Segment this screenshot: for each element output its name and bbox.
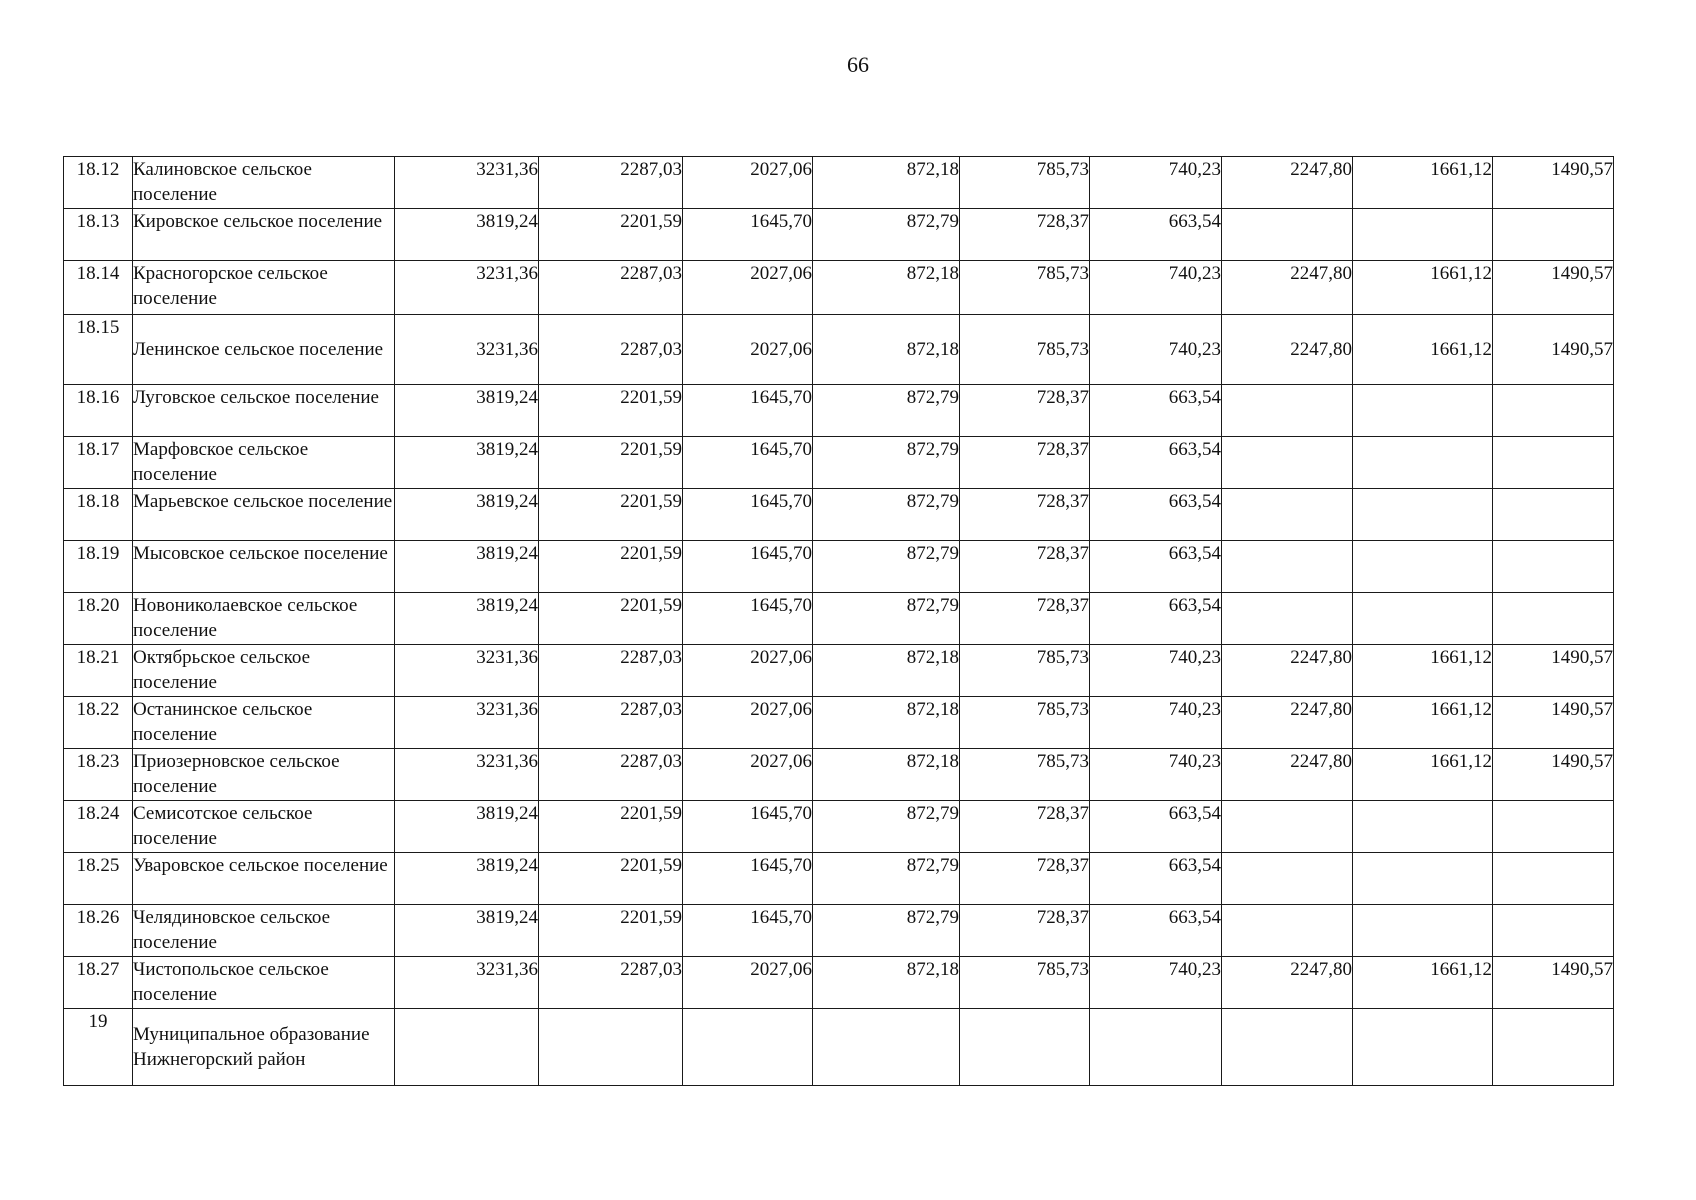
value-cell: 1661,12 bbox=[1353, 957, 1493, 1009]
settlement-name: Октябрьское сельское поселение bbox=[133, 645, 395, 697]
value-cell bbox=[1222, 853, 1353, 905]
value-cell bbox=[1353, 853, 1493, 905]
table-row bbox=[64, 593, 1614, 645]
value-cell: 663,54 bbox=[1090, 905, 1222, 957]
value-cell: 740,23 bbox=[1090, 645, 1222, 697]
value-cell: 2027,06 bbox=[683, 697, 813, 749]
value-cell: 1645,70 bbox=[683, 853, 813, 905]
value-cell bbox=[1353, 1009, 1493, 1086]
settlement-name: Мысовское сельское поселение bbox=[133, 541, 395, 593]
value-cell bbox=[1222, 489, 1353, 541]
value-cell bbox=[1222, 905, 1353, 957]
page-number: 66 bbox=[847, 52, 869, 77]
value-cell: 1645,70 bbox=[683, 489, 813, 541]
value-cell: 740,23 bbox=[1090, 697, 1222, 749]
value-cell bbox=[395, 1009, 539, 1086]
value-cell bbox=[1353, 437, 1493, 489]
value-cell: 1645,70 bbox=[683, 905, 813, 957]
value-cell: 1645,70 bbox=[683, 593, 813, 645]
value-cell: 785,73 bbox=[960, 315, 1090, 385]
value-cell: 663,54 bbox=[1090, 437, 1222, 489]
settlement-name: Кировское сельское поселение bbox=[133, 209, 395, 261]
value-cell: 2201,59 bbox=[539, 437, 683, 489]
table-row bbox=[64, 209, 1614, 261]
tariff-table bbox=[63, 156, 1614, 1086]
value-cell: 872,18 bbox=[813, 749, 960, 801]
value-cell: 2201,59 bbox=[539, 385, 683, 437]
value-cell: 872,79 bbox=[813, 801, 960, 853]
value-cell: 3819,24 bbox=[395, 385, 539, 437]
value-cell: 740,23 bbox=[1090, 315, 1222, 385]
table-row bbox=[64, 645, 1614, 697]
value-cell: 785,73 bbox=[960, 645, 1090, 697]
table-row bbox=[64, 489, 1614, 541]
value-cell: 1661,12 bbox=[1353, 645, 1493, 697]
value-cell: 872,79 bbox=[813, 853, 960, 905]
row-number: 18.27 bbox=[64, 957, 133, 1009]
value-cell: 2201,59 bbox=[539, 489, 683, 541]
settlement-name: Семисотское сельское поселение bbox=[133, 801, 395, 853]
value-cell: 728,37 bbox=[960, 593, 1090, 645]
value-cell: 1490,57 bbox=[1493, 957, 1614, 1009]
value-cell: 872,18 bbox=[813, 957, 960, 1009]
row-number: 18.24 bbox=[64, 801, 133, 853]
value-cell bbox=[1222, 437, 1353, 489]
value-cell bbox=[1493, 593, 1614, 645]
row-number: 18.26 bbox=[64, 905, 133, 957]
value-cell bbox=[1222, 541, 1353, 593]
value-cell: 3819,24 bbox=[395, 209, 539, 261]
row-number: 18.12 bbox=[64, 157, 133, 209]
settlement-name: Уваровское сельское поселение bbox=[133, 853, 395, 905]
value-cell: 1490,57 bbox=[1493, 157, 1614, 209]
value-cell: 3231,36 bbox=[395, 749, 539, 801]
settlement-name: Калиновское сельское поселение bbox=[133, 157, 395, 209]
value-cell: 740,23 bbox=[1090, 749, 1222, 801]
value-cell bbox=[1493, 541, 1614, 593]
value-cell: 1490,57 bbox=[1493, 645, 1614, 697]
row-number: 18.25 bbox=[64, 853, 133, 905]
settlement-name: Новониколаевское сельское поселение bbox=[133, 593, 395, 645]
value-cell: 2201,59 bbox=[539, 593, 683, 645]
value-cell: 1661,12 bbox=[1353, 261, 1493, 315]
value-cell bbox=[1493, 801, 1614, 853]
value-cell: 872,79 bbox=[813, 489, 960, 541]
table-row bbox=[64, 801, 1614, 853]
row-number: 18.15 bbox=[64, 315, 133, 385]
value-cell: 1645,70 bbox=[683, 801, 813, 853]
value-cell: 2287,03 bbox=[539, 697, 683, 749]
value-cell: 2247,80 bbox=[1222, 261, 1353, 315]
value-cell: 663,54 bbox=[1090, 209, 1222, 261]
value-cell: 3819,24 bbox=[395, 541, 539, 593]
value-cell bbox=[1090, 1009, 1222, 1086]
value-cell: 728,37 bbox=[960, 385, 1090, 437]
settlement-name: Муниципальное образование Нижнегорский район bbox=[133, 1009, 395, 1086]
value-cell: 3231,36 bbox=[395, 697, 539, 749]
row-number: 18.21 bbox=[64, 645, 133, 697]
value-cell: 1490,57 bbox=[1493, 749, 1614, 801]
row-number: 18.17 bbox=[64, 437, 133, 489]
value-cell: 663,54 bbox=[1090, 853, 1222, 905]
value-cell: 728,37 bbox=[960, 437, 1090, 489]
value-cell: 2201,59 bbox=[539, 801, 683, 853]
value-cell: 1661,12 bbox=[1353, 157, 1493, 209]
value-cell: 3231,36 bbox=[395, 957, 539, 1009]
table-row bbox=[64, 749, 1614, 801]
settlement-name: Челядиновское сельское поселение bbox=[133, 905, 395, 957]
value-cell: 2027,06 bbox=[683, 315, 813, 385]
value-cell: 3819,24 bbox=[395, 853, 539, 905]
value-cell bbox=[1222, 593, 1353, 645]
value-cell: 872,18 bbox=[813, 261, 960, 315]
value-cell: 1645,70 bbox=[683, 437, 813, 489]
value-cell: 2247,80 bbox=[1222, 157, 1353, 209]
row-number: 18.19 bbox=[64, 541, 133, 593]
settlement-name: Останинское сельское поселение bbox=[133, 697, 395, 749]
value-cell: 2247,80 bbox=[1222, 749, 1353, 801]
value-cell: 2287,03 bbox=[539, 645, 683, 697]
value-cell bbox=[1353, 905, 1493, 957]
value-cell bbox=[1493, 385, 1614, 437]
value-cell bbox=[1353, 801, 1493, 853]
value-cell: 1661,12 bbox=[1353, 697, 1493, 749]
settlement-name: Приозерновское сельское поселение bbox=[133, 749, 395, 801]
value-cell bbox=[683, 1009, 813, 1086]
value-cell: 663,54 bbox=[1090, 489, 1222, 541]
value-cell: 728,37 bbox=[960, 801, 1090, 853]
value-cell bbox=[539, 1009, 683, 1086]
value-cell: 3819,24 bbox=[395, 905, 539, 957]
value-cell: 872,18 bbox=[813, 645, 960, 697]
value-cell: 785,73 bbox=[960, 261, 1090, 315]
value-cell: 785,73 bbox=[960, 157, 1090, 209]
value-cell: 2201,59 bbox=[539, 905, 683, 957]
value-cell bbox=[1493, 853, 1614, 905]
row-number: 18.13 bbox=[64, 209, 133, 261]
value-cell bbox=[1222, 1009, 1353, 1086]
value-cell: 872,79 bbox=[813, 905, 960, 957]
value-cell bbox=[1493, 489, 1614, 541]
value-cell: 663,54 bbox=[1090, 385, 1222, 437]
table-row bbox=[64, 437, 1614, 489]
row-number: 19 bbox=[64, 1009, 133, 1086]
value-cell: 2247,80 bbox=[1222, 697, 1353, 749]
row-number: 18.16 bbox=[64, 385, 133, 437]
value-cell bbox=[1222, 385, 1353, 437]
value-cell: 3819,24 bbox=[395, 801, 539, 853]
value-cell: 1661,12 bbox=[1353, 315, 1493, 385]
settlement-name: Марьевское сельское поселение bbox=[133, 489, 395, 541]
value-cell bbox=[813, 1009, 960, 1086]
value-cell: 2027,06 bbox=[683, 957, 813, 1009]
value-cell: 872,79 bbox=[813, 385, 960, 437]
row-number: 18.20 bbox=[64, 593, 133, 645]
value-cell: 3231,36 bbox=[395, 645, 539, 697]
value-cell: 2287,03 bbox=[539, 315, 683, 385]
value-cell: 728,37 bbox=[960, 853, 1090, 905]
table-row bbox=[64, 315, 1614, 385]
value-cell: 2201,59 bbox=[539, 853, 683, 905]
settlement-name: Красногорское сельское поселение bbox=[133, 261, 395, 315]
value-cell: 785,73 bbox=[960, 697, 1090, 749]
value-cell: 872,18 bbox=[813, 315, 960, 385]
table-row bbox=[64, 905, 1614, 957]
settlement-name: Ленинское сельское поселение bbox=[133, 315, 395, 385]
value-cell: 872,18 bbox=[813, 697, 960, 749]
value-cell: 872,79 bbox=[813, 437, 960, 489]
table-row bbox=[64, 957, 1614, 1009]
settlement-name: Луговское сельское поселение bbox=[133, 385, 395, 437]
value-cell: 2201,59 bbox=[539, 209, 683, 261]
value-cell bbox=[1493, 437, 1614, 489]
value-cell bbox=[1353, 209, 1493, 261]
value-cell: 1490,57 bbox=[1493, 315, 1614, 385]
value-cell: 3819,24 bbox=[395, 489, 539, 541]
value-cell: 2287,03 bbox=[539, 957, 683, 1009]
value-cell: 740,23 bbox=[1090, 957, 1222, 1009]
value-cell: 740,23 bbox=[1090, 261, 1222, 315]
value-cell bbox=[1222, 209, 1353, 261]
value-cell: 728,37 bbox=[960, 905, 1090, 957]
value-cell: 1645,70 bbox=[683, 541, 813, 593]
value-cell bbox=[1493, 209, 1614, 261]
value-cell: 3231,36 bbox=[395, 261, 539, 315]
value-cell: 663,54 bbox=[1090, 541, 1222, 593]
value-cell: 872,18 bbox=[813, 157, 960, 209]
table-row bbox=[64, 541, 1614, 593]
value-cell: 1490,57 bbox=[1493, 261, 1614, 315]
value-cell: 2027,06 bbox=[683, 157, 813, 209]
table-row bbox=[64, 157, 1614, 209]
value-cell bbox=[1222, 801, 1353, 853]
value-cell bbox=[1493, 905, 1614, 957]
value-cell: 2247,80 bbox=[1222, 645, 1353, 697]
settlement-name: Марфовское сельское поселение bbox=[133, 437, 395, 489]
value-cell bbox=[1353, 489, 1493, 541]
value-cell: 2287,03 bbox=[539, 749, 683, 801]
value-cell: 2201,59 bbox=[539, 541, 683, 593]
row-number: 18.22 bbox=[64, 697, 133, 749]
value-cell: 2027,06 bbox=[683, 749, 813, 801]
row-number: 18.14 bbox=[64, 261, 133, 315]
settlement-name: Чистопольское сельское поселение bbox=[133, 957, 395, 1009]
value-cell: 2287,03 bbox=[539, 157, 683, 209]
value-cell: 2287,03 bbox=[539, 261, 683, 315]
value-cell bbox=[1353, 385, 1493, 437]
table-row bbox=[64, 385, 1614, 437]
value-cell bbox=[960, 1009, 1090, 1086]
value-cell: 1661,12 bbox=[1353, 749, 1493, 801]
value-cell: 728,37 bbox=[960, 209, 1090, 261]
value-cell: 872,79 bbox=[813, 541, 960, 593]
value-cell: 2027,06 bbox=[683, 261, 813, 315]
row-number: 18.18 bbox=[64, 489, 133, 541]
value-cell: 1490,57 bbox=[1493, 697, 1614, 749]
value-cell: 728,37 bbox=[960, 489, 1090, 541]
table-row bbox=[64, 261, 1614, 315]
value-cell: 3819,24 bbox=[395, 437, 539, 489]
value-cell: 785,73 bbox=[960, 749, 1090, 801]
value-cell: 872,79 bbox=[813, 209, 960, 261]
value-cell: 728,37 bbox=[960, 541, 1090, 593]
table-row bbox=[64, 1009, 1614, 1086]
value-cell: 785,73 bbox=[960, 957, 1090, 1009]
value-cell bbox=[1353, 593, 1493, 645]
value-cell: 3231,36 bbox=[395, 157, 539, 209]
value-cell: 3819,24 bbox=[395, 593, 539, 645]
value-cell: 663,54 bbox=[1090, 801, 1222, 853]
value-cell: 663,54 bbox=[1090, 593, 1222, 645]
value-cell: 1645,70 bbox=[683, 385, 813, 437]
value-cell: 740,23 bbox=[1090, 157, 1222, 209]
value-cell: 872,79 bbox=[813, 593, 960, 645]
value-cell: 1645,70 bbox=[683, 209, 813, 261]
value-cell bbox=[1353, 541, 1493, 593]
value-cell: 3231,36 bbox=[395, 315, 539, 385]
value-cell: 2247,80 bbox=[1222, 315, 1353, 385]
row-number: 18.23 bbox=[64, 749, 133, 801]
table-row bbox=[64, 853, 1614, 905]
value-cell: 2247,80 bbox=[1222, 957, 1353, 1009]
value-cell bbox=[1493, 1009, 1614, 1086]
table-row bbox=[64, 697, 1614, 749]
value-cell: 2027,06 bbox=[683, 645, 813, 697]
